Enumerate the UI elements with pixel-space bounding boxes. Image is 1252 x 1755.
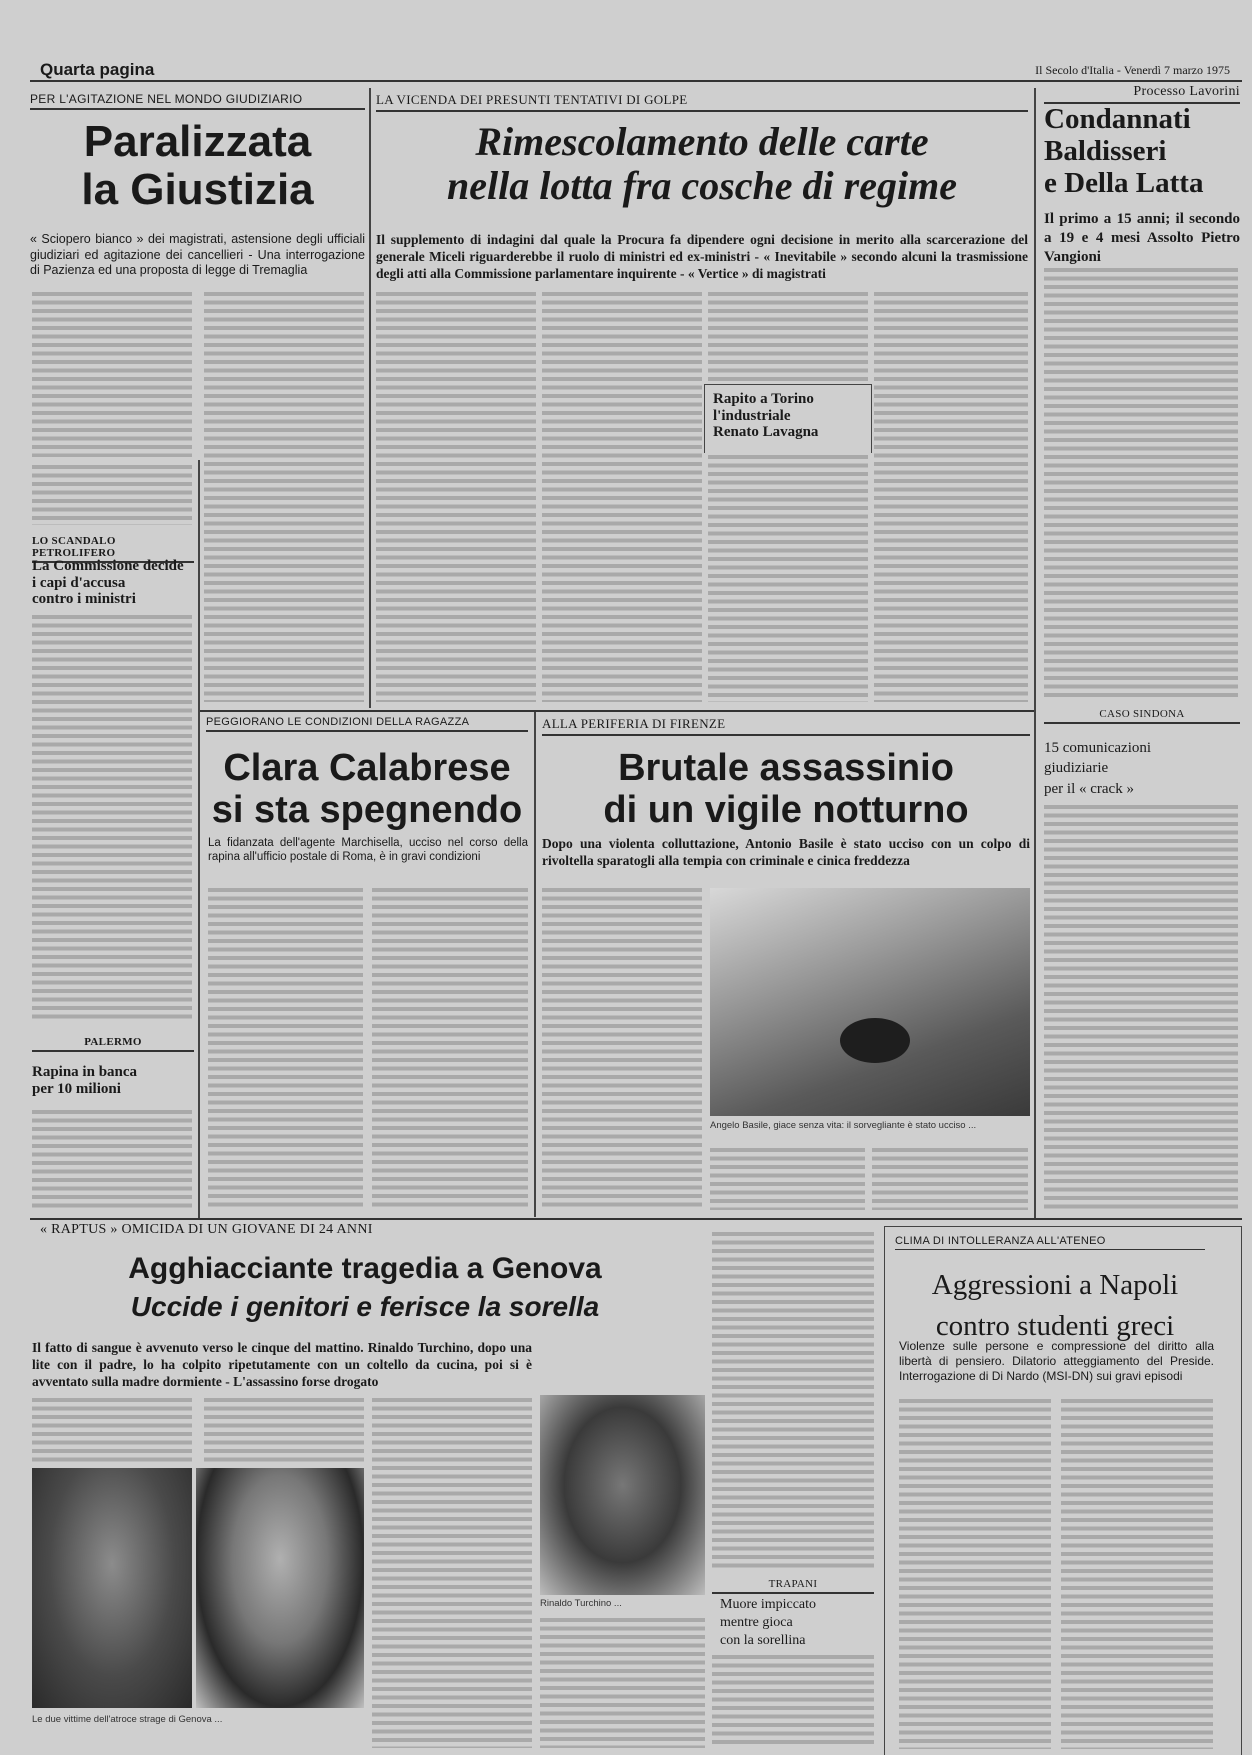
column-divider [1034, 88, 1036, 1218]
article-deck: « Sciopero bianco » dei magistrati, astensione degli ufficiali giudiziari ed agitazione dei cancellieri - Una interrogazione di Pazienza ed una proposta di legge di Tremaglia [30, 232, 365, 278]
article-headline [713, 391, 818, 441]
article-body [32, 615, 192, 1020]
victim-photo [32, 1468, 192, 1708]
article-headline [1044, 738, 1240, 799]
article-body [542, 292, 702, 702]
article-body [32, 1398, 192, 1464]
paper-date: Il Secolo d'Italia - Venerdì 7 marzo 1975 [1035, 63, 1230, 77]
crime-scene-photo [710, 888, 1030, 1116]
article-kicker: PALERMO [32, 1036, 194, 1052]
article-headline [376, 120, 1028, 208]
article-kicker: Processo Lavorini [1044, 84, 1240, 104]
article-headline [885, 1265, 1225, 1346]
article-deck: Il supplemento di indagini dal quale la Procura fa dipendere ogni decisione in merito alla scarcerazione del generale Miceli riguarderebbe il ruolo di ministri ed ex-ministri - « Inevitabile » secondo alcuni la trasmissione degli atti alla Commissione parlamentare inquirente - « Vertice » di magistrati [376, 232, 1028, 281]
section-rule [200, 710, 1034, 712]
article-body [1044, 268, 1238, 698]
headline-line: Aggressioni a Napoli [931, 1269, 1179, 1301]
article-kicker: CLIMA DI INTOLLERANZA ALL'ATENEO [895, 1235, 1205, 1250]
article-kicker: LA VICENDA DEI PRESUNTI TENTATIVI DI GOLPE [376, 92, 1028, 112]
article-body [708, 455, 868, 702]
article-deck: La fidanzata dell'agente Marchisella, ucciso nel corso della rapina all'ufficio postale di Roma, è in gravi condizioni [208, 837, 528, 864]
section-title: Quarta pagina [40, 60, 155, 79]
headline-line: si sta spegnendo [211, 788, 523, 831]
article-body [712, 1655, 874, 1748]
body-on-ground [840, 1018, 910, 1063]
column-divider [198, 460, 200, 1220]
headline-line: per il « crack » [1044, 780, 1134, 797]
headline-line: Baldisseri [1044, 134, 1167, 167]
article-kicker: PEGGIORANO LE CONDIZIONI DELLA RAGAZZA [206, 716, 528, 732]
article-body [204, 1398, 364, 1464]
headline-line: nella lotta fra cosche di regime [447, 163, 957, 208]
photo-caption: Le due vittime dell'atroce strage di Genova ... [32, 1714, 223, 1725]
article-kicker: LO SCANDALO PETROLIFERO [32, 535, 194, 563]
headline-line: Rapito a Torino [713, 391, 814, 407]
article-headline [32, 1064, 194, 1097]
article-kicker: CASO SINDONA [1044, 708, 1240, 724]
headline-line: Rapina in banca [32, 1064, 138, 1080]
article-kicker: PER L'AGITAZIONE NEL MONDO GIUDIZIARIO [30, 92, 365, 110]
headline-line: giudiziarie [1044, 760, 1109, 777]
victim-photo [196, 1468, 364, 1708]
suspect-photo [540, 1395, 705, 1595]
article-body [208, 888, 363, 1208]
article-body [540, 1618, 705, 1748]
headline-line: Rimescolamento delle carte [475, 119, 929, 164]
headline-line: con la sorellina [720, 1633, 806, 1649]
headline-line: 15 comunicazioni [1044, 740, 1152, 756]
article-kicker: TRAPANI [712, 1578, 874, 1594]
article-body [710, 1148, 865, 1210]
article-kicker: ALLA PERIFERIA DI FIRENZE [542, 716, 1030, 736]
column-divider [534, 712, 536, 1217]
article-deck: Violenze sulle persone e compressione del diritto alla libertà di pensiero. Dilatorio atteggiamento del Preside. Interrogazione di Di Nardo (MSI-DN) sui gravi episodi [899, 1339, 1214, 1383]
headline-line: l'industriale [713, 407, 791, 424]
article-body [372, 888, 528, 1208]
article-headline: Agghiacciante tragedia a Genova [128, 1252, 602, 1285]
headline-line: Clara Calabrese [223, 747, 511, 789]
article-deck: Dopo una violenta colluttazione, Antonio Basile è stato ucciso con un colpo di rivoltella sparatogli alla tempia con criminale e cinica freddezza [542, 836, 1030, 868]
headline-line: la Giustizia [81, 165, 314, 215]
article-body [872, 1148, 1028, 1210]
article-body [712, 1232, 874, 1572]
masthead-rule [30, 80, 1242, 82]
article-napoli [884, 1226, 1242, 1755]
article-body [708, 292, 868, 382]
headline-line: Condannati [1044, 103, 1191, 135]
column-divider [369, 88, 371, 708]
article-body [32, 1110, 192, 1212]
article-deck: Il fatto di sangue è avvenuto verso le cinque del mattino. Rinaldo Turchino, dopo una lite con il padre, lo ha colpito ripetutamente con un coltello da cucina, poi si è avventato sulla madre dormiente - L'assassino forse drogato [32, 1340, 532, 1389]
article-headline [720, 1596, 874, 1651]
photo-caption: Angelo Basile, giace senza vita: il sorvegliante è stato ucciso ... [710, 1120, 977, 1131]
headline-line: La Commissione decide [32, 558, 184, 574]
headline-line: mentre gioca [720, 1615, 793, 1631]
article-kicker: « RAPTUS » OMICIDA DI UN GIOVANE DI 24 ANNI [40, 1222, 373, 1237]
article-body [1044, 805, 1238, 1210]
headline-line: di un vigile notturno [603, 788, 969, 831]
headline-line: Muore impiccato [720, 1597, 817, 1612]
article-headline [206, 748, 528, 832]
article-headline [542, 748, 1030, 832]
headline-line: per 10 milioni [32, 1080, 121, 1097]
section-rule [30, 1218, 1242, 1220]
article-body [376, 292, 536, 702]
article-body [1061, 1399, 1213, 1749]
article-body [32, 465, 192, 525]
photo-caption: Rinaldo Turchino ... [540, 1598, 622, 1609]
headline-line: contro studenti greci [935, 1309, 1175, 1342]
article-body [32, 292, 192, 457]
headline-line: Paralizzata [83, 117, 312, 166]
article-body [372, 1398, 532, 1748]
article-headline [30, 118, 365, 215]
article-body [204, 292, 364, 702]
headline-line: Renato Lavagna [713, 424, 819, 440]
article-headline [1044, 104, 1240, 200]
article-body [874, 292, 1028, 702]
article-body [542, 888, 702, 1208]
article-deck: Il primo a 15 anni; il secondo a 19 e 4 mesi Assolto Pietro Vangioni [1044, 211, 1240, 265]
headline-line: e Della Latta [1044, 166, 1204, 199]
headline-line: i capi d'accusa [32, 574, 126, 591]
article-torino [704, 384, 872, 453]
headline-line: Brutale assassinio [618, 747, 954, 789]
article-headline [32, 558, 194, 608]
headline-line: contro i ministri [32, 591, 136, 607]
article-subheadline: Uccide i genitori e ferisce la sorella [130, 1291, 600, 1322]
article-body [899, 1399, 1051, 1749]
